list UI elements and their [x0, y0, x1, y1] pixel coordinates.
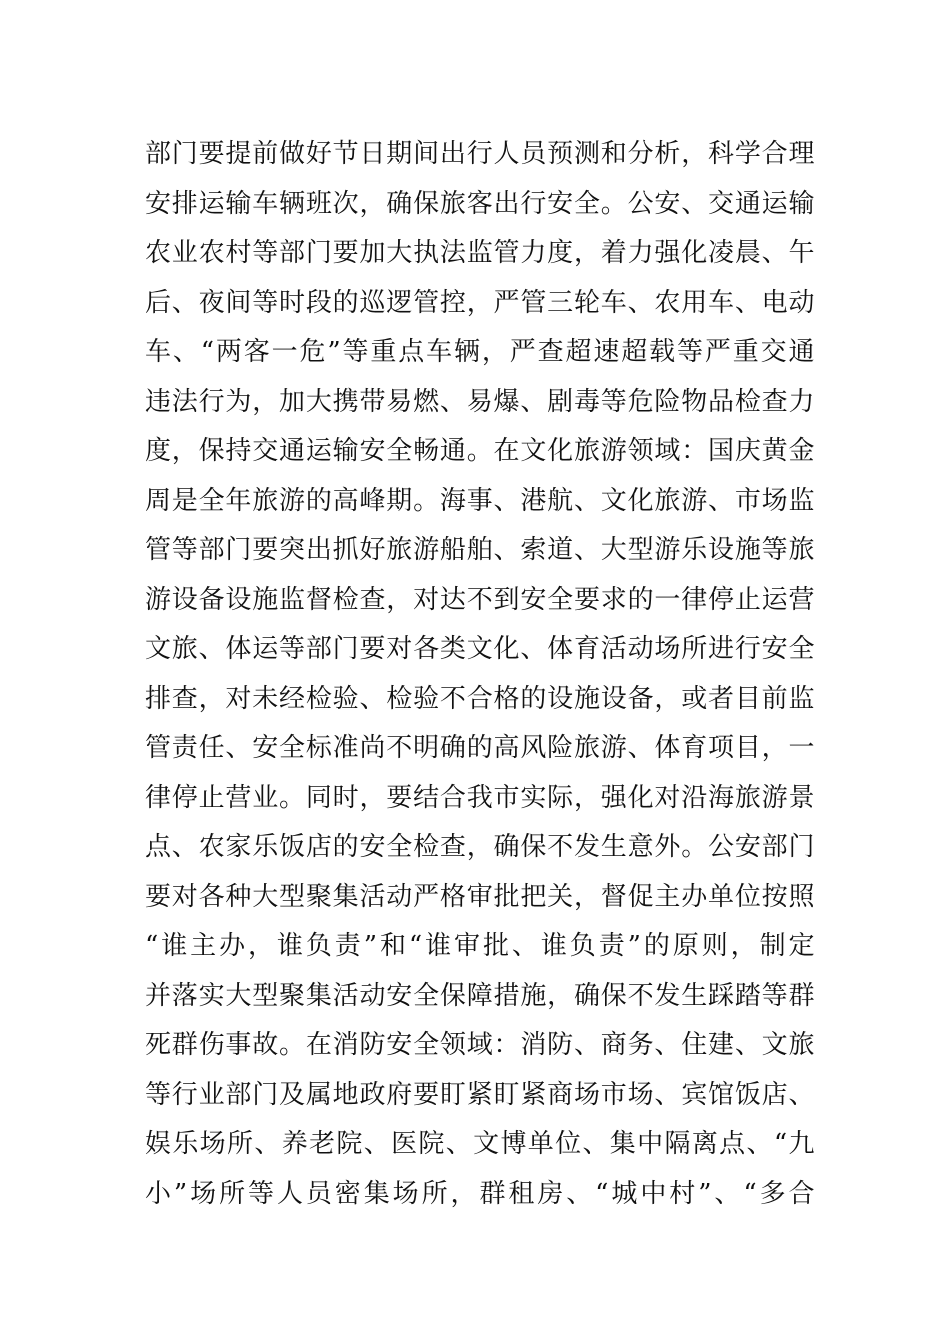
text-line: 游设备设施监督检查，对达不到安全要求的一律停止运营 — [145, 584, 815, 615]
text-line: 管责任、安全标准尚不明确的高风险旅游、体育项目，一 — [145, 733, 815, 763]
text-line: 违法行为，加大携带易燃、易爆、剧毒等危险物品检查力 — [145, 386, 815, 417]
text-line: 周是全年旅游的高峰期。海事、港航、文化旅游、市场监 — [145, 485, 815, 516]
text-line: 管等部门要突出抓好旅游船舶、索道、大型游乐设施等旅 — [145, 535, 815, 565]
text-line: 小”场所等人员密集场所，群租房、“城中村”、“多合 — [145, 1178, 815, 1209]
text-line: 等行业部门及属地政府要盯紧盯紧商场市场、宾馆饭店、 — [145, 1079, 815, 1110]
text-line: 车、“两客一危”等重点车辆，严查超速超载等严重交通 — [145, 337, 815, 367]
text-line: 点、农家乐饭店的安全检查，确保不发生意外。公安部门 — [145, 832, 815, 862]
text-line: 部门要提前做好节日期间出行人员预测和分析，科学合理 — [145, 139, 815, 169]
body-text — [145, 130, 815, 1219]
text-line: 要对各种大型聚集活动严格审批把关，督促主办单位按照 — [145, 881, 815, 912]
text-line: 安排运输车辆班次，确保旅客出行安全。公安、交通运输 — [145, 188, 815, 219]
text-line: 文旅、体运等部门要对各类文化、体育活动场所进行安全 — [145, 634, 815, 664]
text-line: “谁主办，谁负责”和“谁审批、谁负责”的原则，制定 — [145, 931, 815, 961]
text-line: 娱乐场所、养老院、医院、文博单位、集中隔离点、“九 — [145, 1129, 815, 1159]
text-line: 度，保持交通运输安全畅通。在文化旅游领域：国庆黄金 — [145, 436, 815, 466]
text-line: 律停止营业。同时，要结合我市实际，强化对沿海旅游景 — [145, 782, 815, 813]
text-line: 农业农村等部门要加大执法监管力度，着力强化凌晨、午 — [145, 238, 815, 268]
text-line: 后、夜间等时段的巡逻管控，严管三轮车、农用车、电动 — [145, 287, 815, 318]
text-line: 排查，对未经检验、检验不合格的设施设备，或者目前监 — [145, 683, 815, 714]
text-line: 并落实大型聚集活动安全保障措施，确保不发生踩踏等群 — [145, 980, 815, 1011]
text-line: 死群伤事故。在消防安全领域：消防、商务、住建、文旅 — [145, 1030, 815, 1060]
